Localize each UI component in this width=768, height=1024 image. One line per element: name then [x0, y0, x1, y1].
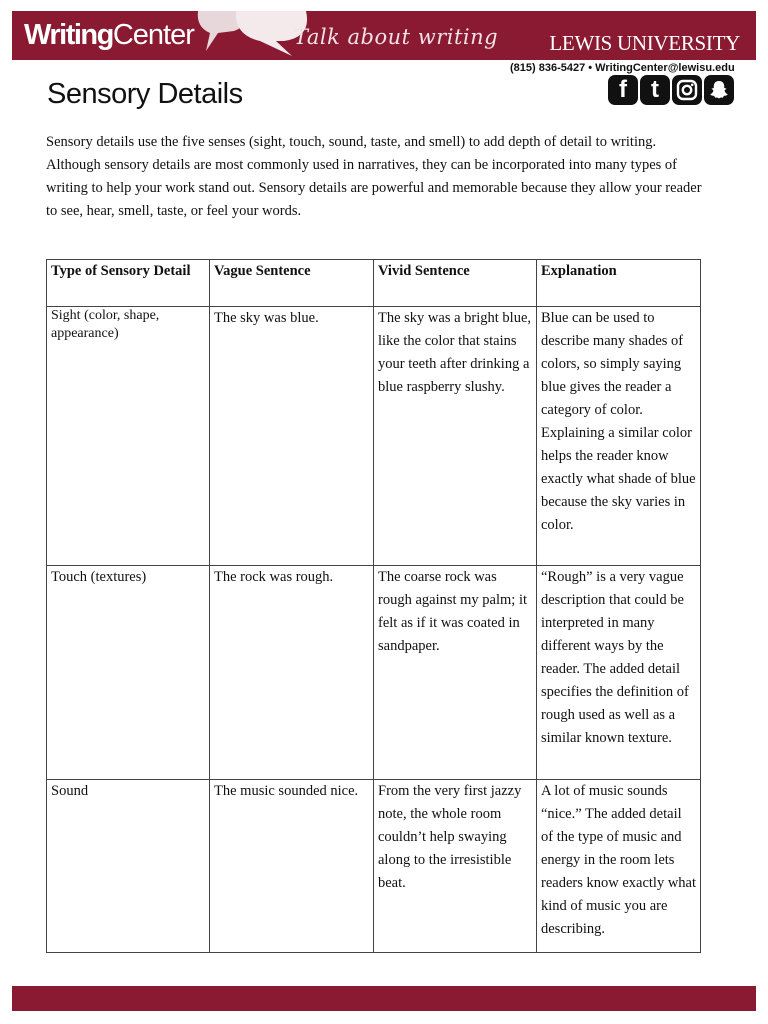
twitter-icon[interactable]: [640, 75, 670, 105]
cell-type: Sight (color, shape, appearance): [47, 307, 210, 566]
column-header-explanation: Explanation: [537, 260, 701, 307]
contact-info[interactable]: (815) 836-5427 • WritingCenter@lewisu.edu: [510, 62, 735, 74]
table-row: [47, 780, 701, 953]
cell-vague: The rock was rough.: [210, 566, 374, 780]
cell-explanation: “Rough” is a very vague description that could be interpreted in many different ways by the reader. The added detail specifies the definition of rough used as well as a similar known texture.: [537, 566, 701, 780]
sensory-details-table: [46, 259, 701, 953]
cell-vivid: The coarse rock was rough against my palm; it felt as if it was coated in sandpaper.: [374, 566, 537, 780]
table-header-row: [47, 260, 701, 307]
cell-vague: The sky was blue.: [210, 307, 374, 566]
logo-center-text: Center: [112, 19, 194, 51]
tagline: Talk about writing: [294, 25, 499, 49]
table-row: [47, 307, 701, 566]
column-header-vague: Vague Sentence: [210, 260, 374, 307]
logo-writing-text: Writing: [24, 19, 113, 51]
cell-vivid: From the very first jazzy note, the whole room couldn’t help swaying along to the irresistible beat.: [374, 780, 537, 953]
cell-type: Sound: [47, 780, 210, 953]
snapchat-glyph: [708, 79, 730, 101]
social-icons: [608, 75, 734, 105]
header-banner: [12, 11, 756, 60]
twitter-glyph: t: [651, 76, 659, 103]
facebook-glyph: f: [619, 76, 627, 103]
intro-paragraph: Sensory details use the five senses (sight, touch, sound, taste, and smell) to add depth of detail to writing. Although sensory details are most commonly used in narratives, they can be incorporated into many types of writing to help your work stand out. Sensory details are powerful and memorable because they allow your reader to see, hear, smell, taste, or feel your words.: [46, 134, 702, 219]
table-row: [47, 566, 701, 780]
snapchat-icon[interactable]: [704, 75, 734, 105]
instagram-icon[interactable]: [672, 75, 702, 105]
cell-explanation: A lot of music sounds “nice.” The added detail of the type of music and energy in the room lets readers know exactly what kind of music you are describing.: [537, 780, 701, 953]
column-header-vivid: Vivid Sentence: [374, 260, 537, 307]
instagram-glyph: [676, 79, 698, 101]
page-title: Sensory Details: [47, 78, 243, 110]
column-header-type: Type of Sensory Detail: [47, 260, 210, 307]
facebook-icon[interactable]: [608, 75, 638, 105]
cell-explanation: Blue can be used to describe many shades of colors, so simply saying blue gives the reader a category of color. Explaining a similar color helps the reader know exactly what shade of blue because the sky varies in color.: [537, 307, 701, 566]
cell-vivid: The sky was a bright blue, like the color that stains your teeth after drinking a blue raspberry slushy.: [374, 307, 537, 566]
cell-type: Touch (textures): [47, 566, 210, 780]
writing-center-logo[interactable]: [24, 21, 194, 50]
footer-banner: [12, 986, 756, 1011]
lewis-university-logo[interactable]: LEWIS UNIVERSITY: [549, 31, 740, 55]
cell-vague: The music sounded nice.: [210, 780, 374, 953]
